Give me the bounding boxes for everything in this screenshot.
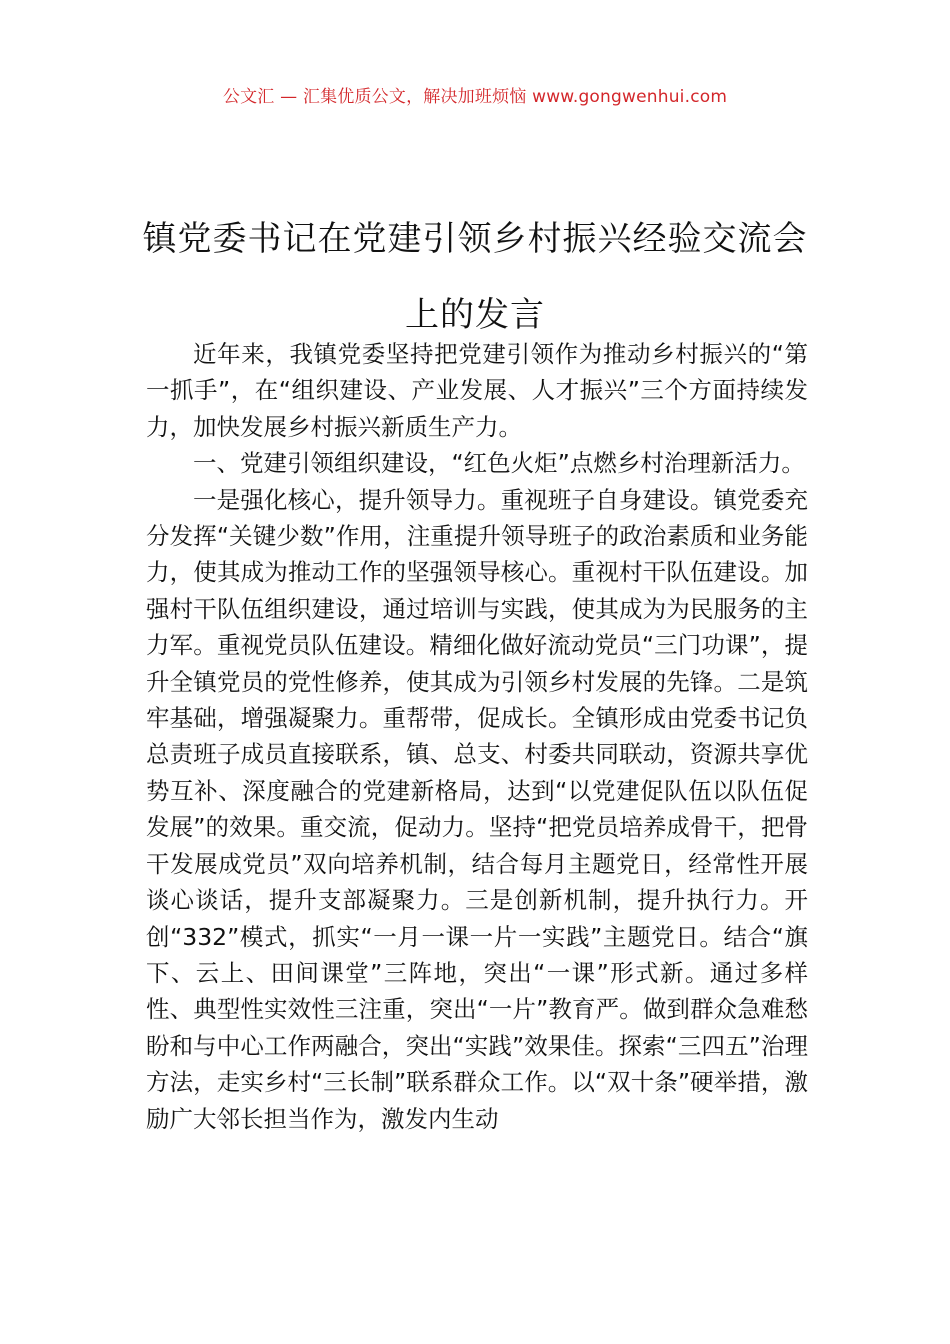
- document-body: [146, 336, 808, 1137]
- header-banner: 公文汇 — 汇集优质公文，解决加班烦恼 www.gongwenhui.com: [222, 87, 728, 107]
- paragraph-intro: 近年来，我镇党委坚持把党建引领作为推动乡村振兴的“第一抓手”，在“组织建设、产业发展、人才振兴”三个方面持续发力，加快发展乡村振兴新质生产力。: [146, 340, 808, 441]
- paragraph-section-body: 一是强化核心，提升领导力。重视班子自身建设。镇党委充分发挥“关键少数”作用，注重提升领导班子的政治素质和业务能力，使其成为推动工作的坚强领导核心。重视村干队伍建设。加强村干队伍组织建设，通过培训与实践，使其成为为民服务的主力军。重视党员队伍建设。精细化做好流动党员“三门功课”，提升全镇党员的党性修养，使其成为引领乡村发展的先锋。二是筑牢基础，增强凝聚力。重帮带，促成长。全镇形成由党委书记负总责班子成员直接联系，镇、总支、村委共同联动，资源共享优势互补、深度融合的党建新格局，达到“以党建促队伍以队伍促发展”的效果。重交流，促动力。坚持“把党员培养成骨干，把骨干发展成党员”双向培养机制，结合每月主题党日，经常性开展谈心谈话，提升支部凝聚力。三是创新机制，提升执行力。开创“332”模式，抓实“一月一课一片一实践”主题党日。结合“旗下、云上、田间课堂”三阵地，突出“一课”形式新。通过多样性、典型性实效性三注重，突出“一片”教育严。做到群众急难愁盼和与中心工作两融合，突出“实践”效果佳。探索“三四五”治理方法，走实乡村“三长制”联系群众工作。以“双十条”硬举措，激励广大邻长担当作为，激发内生动: [146, 485, 808, 1133]
- page-title: 镇党委书记在党建引领乡村振兴经验交流会上的发言: [142, 218, 808, 335]
- paragraph-section-heading: 一、党建引领组织建设，“红色火炬”点燃乡村治理新活力。: [193, 449, 805, 478]
